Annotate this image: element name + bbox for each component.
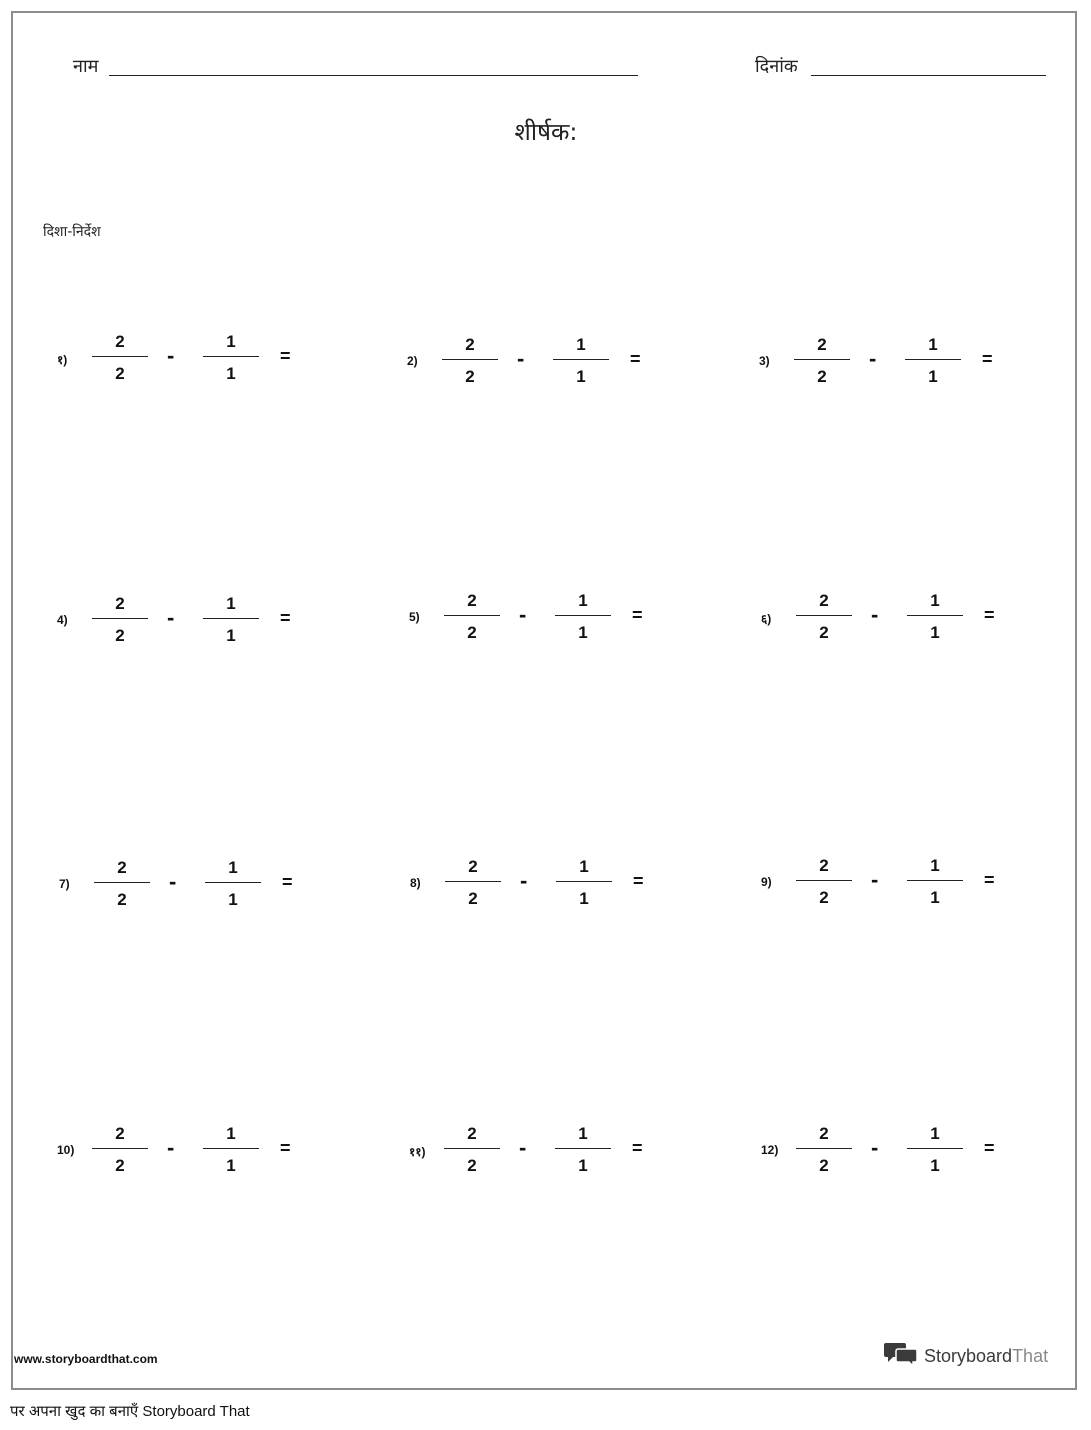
problem-number: 9)	[761, 875, 772, 889]
problem-10	[57, 1123, 317, 1183]
denominator: 2	[117, 890, 127, 909]
numerator: 1	[576, 335, 586, 354]
denominator: 2	[115, 1156, 125, 1175]
numerator: 2	[819, 856, 829, 875]
numerator: 2	[465, 335, 475, 354]
fraction-bar	[553, 359, 609, 360]
equals-sign: =	[982, 349, 993, 369]
fraction-bar	[907, 880, 963, 881]
fraction-bar	[555, 1148, 611, 1149]
denominator: 1	[226, 626, 236, 645]
numerator: 1	[928, 335, 938, 354]
numerator: 1	[226, 1124, 236, 1143]
denominator: 1	[930, 623, 940, 642]
storyboardthat-logo	[884, 1342, 1054, 1370]
equals-sign: =	[280, 346, 291, 366]
fraction-b	[203, 1123, 259, 1177]
equals-sign: =	[984, 605, 995, 625]
numerator: 2	[467, 1124, 477, 1143]
problem-9	[761, 855, 1021, 915]
equals-sign: =	[633, 871, 644, 891]
problem-number: ११)	[409, 1145, 426, 1159]
problem-number: 4)	[57, 613, 68, 627]
fraction-bar	[796, 615, 852, 616]
equals-sign: =	[282, 872, 293, 892]
denominator: 1	[226, 1156, 236, 1175]
problem-number: ६)	[761, 612, 772, 626]
fraction-a	[794, 334, 850, 388]
name-label: नाम	[73, 56, 99, 77]
name-line	[109, 75, 638, 76]
denominator: 2	[819, 888, 829, 907]
fraction-bar	[444, 1148, 500, 1149]
problem-11	[409, 1123, 669, 1183]
equals-sign: =	[280, 608, 291, 628]
numerator: 2	[468, 857, 478, 876]
numerator: 2	[819, 591, 829, 610]
fraction-bar	[555, 615, 611, 616]
fraction-bar	[203, 618, 259, 619]
minus-sign: -	[167, 1135, 175, 1160]
problem-number: 12)	[761, 1143, 779, 1157]
page-title: शीर्षक:	[514, 118, 578, 146]
fraction-bar	[907, 1148, 963, 1149]
numerator: 2	[117, 858, 127, 877]
fraction-a	[92, 331, 148, 385]
fraction-a	[796, 590, 852, 644]
numerator: 2	[467, 591, 477, 610]
numerator: 2	[115, 1124, 125, 1143]
fraction-b	[907, 855, 963, 909]
minus-sign: -	[520, 868, 528, 893]
problem-number: 8)	[410, 876, 421, 890]
fraction-a	[92, 1123, 148, 1177]
fraction-bar	[205, 882, 261, 883]
problem-number: 2)	[407, 354, 418, 368]
date-line	[811, 75, 1046, 76]
speech-bubbles-icon	[884, 1341, 918, 1371]
fraction-bar	[92, 356, 148, 357]
fraction-bar	[794, 359, 850, 360]
fraction-bar	[92, 1148, 148, 1149]
denominator: 2	[467, 1156, 477, 1175]
fraction-a	[442, 334, 498, 388]
equals-sign: =	[630, 349, 641, 369]
equals-sign: =	[632, 605, 643, 625]
fraction-bar	[796, 880, 852, 881]
fraction-b	[905, 334, 961, 388]
fraction-a	[444, 590, 500, 644]
numerator: 2	[819, 1124, 829, 1143]
directions-label: दिशा-निर्देश	[43, 224, 101, 240]
fraction-bar	[444, 615, 500, 616]
fraction-a	[92, 593, 148, 647]
minus-sign: -	[519, 1135, 527, 1160]
fraction-bar	[92, 618, 148, 619]
denominator: 2	[115, 364, 125, 383]
fraction-b	[205, 857, 261, 911]
fraction-a	[444, 1123, 500, 1177]
equals-sign: =	[280, 1138, 291, 1158]
numerator: 1	[226, 332, 236, 351]
problem-7	[59, 857, 319, 917]
numerator: 1	[228, 858, 238, 877]
fraction-bar	[907, 615, 963, 616]
problem-8	[410, 856, 670, 916]
numerator: 1	[226, 594, 236, 613]
problem-5	[409, 590, 669, 650]
problem-3	[759, 334, 1019, 394]
equals-sign: =	[984, 870, 995, 890]
minus-sign: -	[871, 602, 879, 627]
denominator: 2	[468, 889, 478, 908]
problem-number: 7)	[59, 877, 70, 891]
equals-sign: =	[984, 1138, 995, 1158]
fraction-bar	[796, 1148, 852, 1149]
denominator: 1	[576, 367, 586, 386]
logo-text	[924, 1346, 1048, 1367]
numerator: 1	[579, 857, 589, 876]
fraction-b	[203, 331, 259, 385]
worksheet-page	[11, 11, 1077, 1390]
denominator: 1	[930, 888, 940, 907]
fraction-bar	[556, 881, 612, 882]
logo-word-that: That	[1012, 1345, 1049, 1366]
fraction-bar	[905, 359, 961, 360]
fraction-a	[445, 856, 501, 910]
denominator: 1	[226, 364, 236, 383]
fraction-b	[555, 590, 611, 644]
denominator: 1	[228, 890, 238, 909]
minus-sign: -	[517, 346, 525, 371]
minus-sign: -	[871, 1135, 879, 1160]
fraction-b	[907, 590, 963, 644]
fraction-b	[203, 593, 259, 647]
fraction-bar	[203, 1148, 259, 1149]
minus-sign: -	[167, 605, 175, 630]
fraction-a	[94, 857, 150, 911]
fraction-b	[556, 856, 612, 910]
denominator: 1	[579, 889, 589, 908]
minus-sign: -	[169, 869, 177, 894]
minus-sign: -	[869, 346, 877, 371]
problem-4	[57, 593, 317, 653]
numerator: 1	[930, 591, 940, 610]
numerator: 2	[115, 594, 125, 613]
denominator: 2	[819, 1156, 829, 1175]
problem-number: 5)	[409, 610, 420, 624]
equals-sign: =	[632, 1138, 643, 1158]
denominator: 2	[465, 367, 475, 386]
numerator: 2	[817, 335, 827, 354]
numerator: 1	[930, 1124, 940, 1143]
numerator: 1	[930, 856, 940, 875]
problem-2	[407, 334, 667, 394]
logo-word-storyboard: Storyboard	[924, 1345, 1013, 1366]
denominator: 2	[115, 626, 125, 645]
minus-sign: -	[167, 343, 175, 368]
problem-number: 3)	[759, 354, 770, 368]
problem-number: 10)	[57, 1143, 75, 1157]
problem-number: १)	[57, 353, 68, 367]
fraction-a	[796, 855, 852, 909]
numerator: 2	[115, 332, 125, 351]
problem-1	[57, 331, 317, 391]
denominator: 1	[928, 367, 938, 386]
fraction-bar	[445, 881, 501, 882]
fraction-a	[796, 1123, 852, 1177]
denominator: 1	[578, 1156, 588, 1175]
footer-link[interactable]: पर अपना खुद का बनाएँ Storyboard That	[10, 1403, 250, 1420]
denominator: 2	[467, 623, 477, 642]
minus-sign: -	[519, 602, 527, 627]
numerator: 1	[578, 591, 588, 610]
minus-sign: -	[871, 867, 879, 892]
denominator: 1	[930, 1156, 940, 1175]
fraction-b	[555, 1123, 611, 1177]
denominator: 2	[819, 623, 829, 642]
problem-6	[761, 590, 1021, 650]
fraction-bar	[94, 882, 150, 883]
fraction-b	[907, 1123, 963, 1177]
fraction-bar	[203, 356, 259, 357]
problem-12	[761, 1123, 1021, 1183]
numerator: 1	[578, 1124, 588, 1143]
fraction-b	[553, 334, 609, 388]
date-label: दिनांक	[755, 56, 798, 77]
denominator: 2	[817, 367, 827, 386]
denominator: 1	[578, 623, 588, 642]
fraction-bar	[442, 359, 498, 360]
site-url: www.storyboardthat.com	[14, 1352, 158, 1366]
